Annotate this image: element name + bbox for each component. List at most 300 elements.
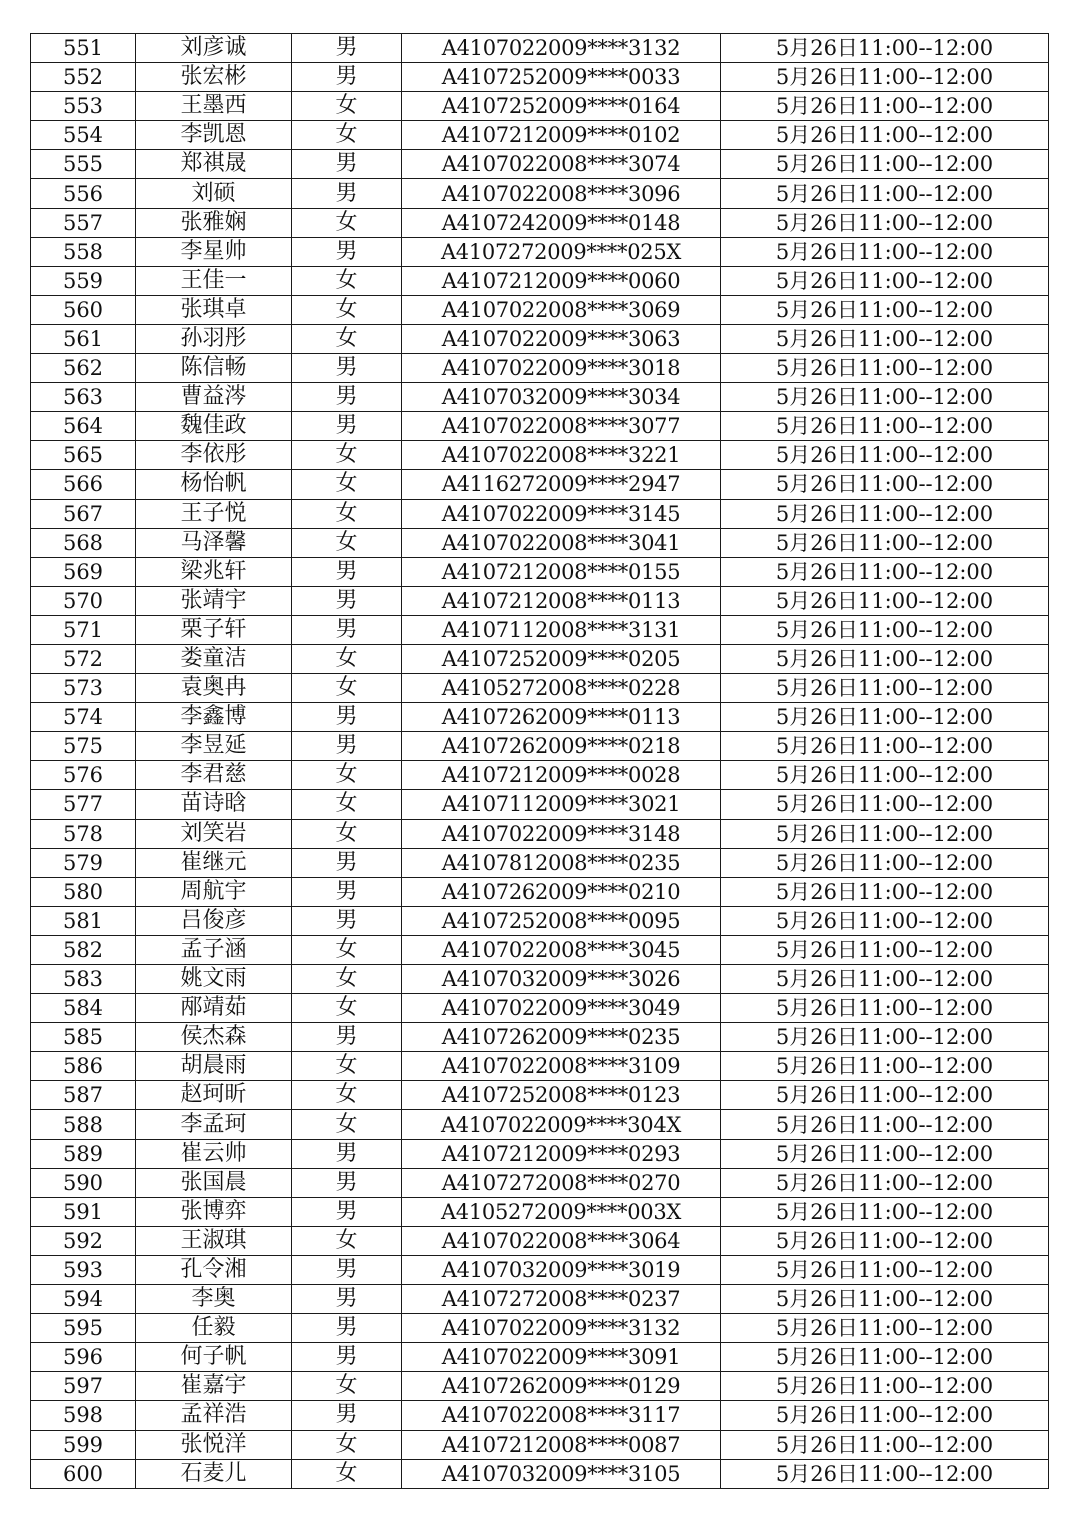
gender-cell: 女 xyxy=(292,470,402,499)
id-number-cell: A4105272008****0228 xyxy=(402,674,721,703)
exam-time-cell: 5月26日11:00--12:00 xyxy=(721,1139,1049,1168)
id-number-cell: A4107212009****0028 xyxy=(402,761,721,790)
exam-time-cell: 5月26日11:00--12:00 xyxy=(721,1081,1049,1110)
id-number-cell: A4116272009****2947 xyxy=(402,470,721,499)
table-row xyxy=(31,383,1049,412)
row-number-cell: 583 xyxy=(31,965,136,994)
gender-cell: 女 xyxy=(292,1459,402,1488)
exam-time-cell: 5月26日11:00--12:00 xyxy=(721,1430,1049,1459)
row-number-cell: 556 xyxy=(31,179,136,208)
table-row xyxy=(31,237,1049,266)
gender-cell: 男 xyxy=(292,179,402,208)
row-number-cell: 585 xyxy=(31,1023,136,1052)
table-row xyxy=(31,1052,1049,1081)
row-number-cell: 588 xyxy=(31,1110,136,1139)
table-row xyxy=(31,935,1049,964)
gender-cell: 女 xyxy=(292,644,402,673)
table-row xyxy=(31,674,1049,703)
row-number-cell: 573 xyxy=(31,674,136,703)
exam-time-cell: 5月26日11:00--12:00 xyxy=(721,965,1049,994)
student-name-cell: 苗诗晗 xyxy=(136,790,292,819)
student-name-cell: 王墨西 xyxy=(136,92,292,121)
student-name-cell: 陈信畅 xyxy=(136,354,292,383)
table-row xyxy=(31,1372,1049,1401)
id-number-cell: A4107022009****3132 xyxy=(402,34,721,63)
row-number-cell: 597 xyxy=(31,1372,136,1401)
exam-time-cell: 5月26日11:00--12:00 xyxy=(721,1459,1049,1488)
table-row xyxy=(31,1081,1049,1110)
id-number-cell: A4107022008****3074 xyxy=(402,150,721,179)
exam-time-cell: 5月26日11:00--12:00 xyxy=(721,790,1049,819)
exam-time-cell: 5月26日11:00--12:00 xyxy=(721,1255,1049,1284)
exam-time-cell: 5月26日11:00--12:00 xyxy=(721,761,1049,790)
gender-cell: 男 xyxy=(292,1285,402,1314)
row-number-cell: 559 xyxy=(31,266,136,295)
id-number-cell: A4107022009****3063 xyxy=(402,324,721,353)
exam-time-cell: 5月26日11:00--12:00 xyxy=(721,906,1049,935)
student-name-cell: 曹益涔 xyxy=(136,383,292,412)
student-name-cell: 李昱延 xyxy=(136,732,292,761)
student-name-cell: 袁奥冉 xyxy=(136,674,292,703)
table-row xyxy=(31,644,1049,673)
student-name-cell: 刘彦诚 xyxy=(136,34,292,63)
row-number-cell: 566 xyxy=(31,470,136,499)
row-number-cell: 561 xyxy=(31,324,136,353)
row-number-cell: 582 xyxy=(31,935,136,964)
exam-time-cell: 5月26日11:00--12:00 xyxy=(721,1052,1049,1081)
student-name-cell: 胡晨雨 xyxy=(136,1052,292,1081)
exam-time-cell: 5月26日11:00--12:00 xyxy=(721,848,1049,877)
table-row xyxy=(31,92,1049,121)
table-row xyxy=(31,790,1049,819)
id-number-cell: A4107022009****3145 xyxy=(402,499,721,528)
id-number-cell: A4107022008****3096 xyxy=(402,179,721,208)
table-row xyxy=(31,1459,1049,1488)
exam-time-cell: 5月26日11:00--12:00 xyxy=(721,266,1049,295)
row-number-cell: 576 xyxy=(31,761,136,790)
student-name-cell: 张博弈 xyxy=(136,1197,292,1226)
student-name-cell: 梁兆轩 xyxy=(136,557,292,586)
gender-cell: 男 xyxy=(292,1023,402,1052)
table-row xyxy=(31,615,1049,644)
student-name-cell: 崔嘉宇 xyxy=(136,1372,292,1401)
student-name-cell: 张国晨 xyxy=(136,1168,292,1197)
gender-cell: 女 xyxy=(292,1081,402,1110)
row-number-cell: 572 xyxy=(31,644,136,673)
row-number-cell: 579 xyxy=(31,848,136,877)
gender-cell: 女 xyxy=(292,441,402,470)
student-name-cell: 李奥 xyxy=(136,1285,292,1314)
exam-time-cell: 5月26日11:00--12:00 xyxy=(721,237,1049,266)
gender-cell: 男 xyxy=(292,557,402,586)
gender-cell: 男 xyxy=(292,703,402,732)
table-row xyxy=(31,63,1049,92)
exam-time-cell: 5月26日11:00--12:00 xyxy=(721,441,1049,470)
student-name-cell: 王淑琪 xyxy=(136,1226,292,1255)
table-row xyxy=(31,1343,1049,1372)
id-number-cell: A4107262009****0113 xyxy=(402,703,721,732)
student-name-cell: 任毅 xyxy=(136,1314,292,1343)
exam-time-cell: 5月26日11:00--12:00 xyxy=(721,557,1049,586)
gender-cell: 女 xyxy=(292,819,402,848)
student-name-cell: 李依彤 xyxy=(136,441,292,470)
gender-cell: 男 xyxy=(292,150,402,179)
row-number-cell: 592 xyxy=(31,1226,136,1255)
row-number-cell: 560 xyxy=(31,295,136,324)
gender-cell: 男 xyxy=(292,615,402,644)
table-row xyxy=(31,1197,1049,1226)
row-number-cell: 551 xyxy=(31,34,136,63)
id-number-cell: A4107252009****0205 xyxy=(402,644,721,673)
student-name-cell: 张雅娴 xyxy=(136,208,292,237)
student-name-cell: 周航宇 xyxy=(136,877,292,906)
table-row xyxy=(31,1255,1049,1284)
table-row xyxy=(31,906,1049,935)
student-name-cell: 赵珂昕 xyxy=(136,1081,292,1110)
table-row xyxy=(31,295,1049,324)
table-row xyxy=(31,848,1049,877)
gender-cell: 女 xyxy=(292,674,402,703)
gender-cell: 女 xyxy=(292,295,402,324)
student-name-cell: 栗子轩 xyxy=(136,615,292,644)
student-name-cell: 邴靖茹 xyxy=(136,994,292,1023)
student-name-cell: 刘笑岩 xyxy=(136,819,292,848)
exam-time-cell: 5月26日11:00--12:00 xyxy=(721,383,1049,412)
table-row xyxy=(31,761,1049,790)
id-number-cell: A4107252009****0033 xyxy=(402,63,721,92)
id-number-cell: A4107252009****0164 xyxy=(402,92,721,121)
row-number-cell: 563 xyxy=(31,383,136,412)
gender-cell: 女 xyxy=(292,208,402,237)
id-number-cell: A4107022009****304X xyxy=(402,1110,721,1139)
id-number-cell: A4107022008****3064 xyxy=(402,1226,721,1255)
student-name-cell: 李鑫博 xyxy=(136,703,292,732)
id-number-cell: A4107022008****3221 xyxy=(402,441,721,470)
row-number-cell: 575 xyxy=(31,732,136,761)
table-row xyxy=(31,1430,1049,1459)
table-row xyxy=(31,1314,1049,1343)
gender-cell: 男 xyxy=(292,1139,402,1168)
exam-time-cell: 5月26日11:00--12:00 xyxy=(721,1343,1049,1372)
gender-cell: 男 xyxy=(292,63,402,92)
id-number-cell: A4107022009****3091 xyxy=(402,1343,721,1372)
student-name-cell: 郑祺晟 xyxy=(136,150,292,179)
row-number-cell: 580 xyxy=(31,877,136,906)
gender-cell: 男 xyxy=(292,1314,402,1343)
table-row xyxy=(31,470,1049,499)
student-name-cell: 娄童洁 xyxy=(136,644,292,673)
id-number-cell: A4105272009****003X xyxy=(402,1197,721,1226)
roster-table xyxy=(30,33,1049,1489)
id-number-cell: A4107032009****3105 xyxy=(402,1459,721,1488)
table-row xyxy=(31,586,1049,615)
gender-cell: 男 xyxy=(292,732,402,761)
id-number-cell: A4107032009****3026 xyxy=(402,965,721,994)
id-number-cell: A4107022008****3109 xyxy=(402,1052,721,1081)
gender-cell: 男 xyxy=(292,1343,402,1372)
student-name-cell: 张靖宇 xyxy=(136,586,292,615)
exam-time-cell: 5月26日11:00--12:00 xyxy=(721,92,1049,121)
gender-cell: 男 xyxy=(292,906,402,935)
gender-cell: 女 xyxy=(292,324,402,353)
row-number-cell: 555 xyxy=(31,150,136,179)
exam-time-cell: 5月26日11:00--12:00 xyxy=(721,1197,1049,1226)
student-name-cell: 孟子涵 xyxy=(136,935,292,964)
table-row xyxy=(31,994,1049,1023)
exam-time-cell: 5月26日11:00--12:00 xyxy=(721,121,1049,150)
student-name-cell: 刘硕 xyxy=(136,179,292,208)
table-row xyxy=(31,1168,1049,1197)
row-number-cell: 574 xyxy=(31,703,136,732)
gender-cell: 男 xyxy=(292,34,402,63)
id-number-cell: A4107112008****3131 xyxy=(402,615,721,644)
row-number-cell: 594 xyxy=(31,1285,136,1314)
id-number-cell: A4107022008****3041 xyxy=(402,528,721,557)
table-row xyxy=(31,1139,1049,1168)
row-number-cell: 557 xyxy=(31,208,136,237)
exam-time-cell: 5月26日11:00--12:00 xyxy=(721,819,1049,848)
student-name-cell: 崔继元 xyxy=(136,848,292,877)
exam-time-cell: 5月26日11:00--12:00 xyxy=(721,674,1049,703)
row-number-cell: 600 xyxy=(31,1459,136,1488)
row-number-cell: 552 xyxy=(31,63,136,92)
table-row xyxy=(31,499,1049,528)
exam-time-cell: 5月26日11:00--12:00 xyxy=(721,295,1049,324)
id-number-cell: A4107212009****0102 xyxy=(402,121,721,150)
exam-time-cell: 5月26日11:00--12:00 xyxy=(721,1110,1049,1139)
row-number-cell: 589 xyxy=(31,1139,136,1168)
gender-cell: 女 xyxy=(292,1430,402,1459)
table-row xyxy=(31,1401,1049,1430)
table-row xyxy=(31,208,1049,237)
row-number-cell: 581 xyxy=(31,906,136,935)
gender-cell: 女 xyxy=(292,965,402,994)
id-number-cell: A4107212008****0087 xyxy=(402,1430,721,1459)
id-number-cell: A4107212008****0155 xyxy=(402,557,721,586)
id-number-cell: A4107812008****0235 xyxy=(402,848,721,877)
student-name-cell: 李君慈 xyxy=(136,761,292,790)
gender-cell: 女 xyxy=(292,1226,402,1255)
student-name-cell: 杨怡帆 xyxy=(136,470,292,499)
id-number-cell: A4107022008****3117 xyxy=(402,1401,721,1430)
gender-cell: 男 xyxy=(292,412,402,441)
table-row xyxy=(31,1023,1049,1052)
student-name-cell: 崔云帅 xyxy=(136,1139,292,1168)
gender-cell: 女 xyxy=(292,761,402,790)
student-name-cell: 马泽馨 xyxy=(136,528,292,557)
student-name-cell: 何子帆 xyxy=(136,1343,292,1372)
student-name-cell: 孙羽彤 xyxy=(136,324,292,353)
student-name-cell: 王佳一 xyxy=(136,266,292,295)
gender-cell: 女 xyxy=(292,790,402,819)
table-row xyxy=(31,732,1049,761)
row-number-cell: 593 xyxy=(31,1255,136,1284)
exam-time-cell: 5月26日11:00--12:00 xyxy=(721,34,1049,63)
row-number-cell: 567 xyxy=(31,499,136,528)
gender-cell: 男 xyxy=(292,237,402,266)
row-number-cell: 558 xyxy=(31,237,136,266)
row-number-cell: 564 xyxy=(31,412,136,441)
student-name-cell: 孟祥浩 xyxy=(136,1401,292,1430)
row-number-cell: 571 xyxy=(31,615,136,644)
gender-cell: 男 xyxy=(292,354,402,383)
student-name-cell: 李星帅 xyxy=(136,237,292,266)
id-number-cell: A4107272009****025X xyxy=(402,237,721,266)
row-number-cell: 577 xyxy=(31,790,136,819)
row-number-cell: 591 xyxy=(31,1197,136,1226)
id-number-cell: A4107212008****0113 xyxy=(402,586,721,615)
exam-time-cell: 5月26日11:00--12:00 xyxy=(721,412,1049,441)
gender-cell: 男 xyxy=(292,848,402,877)
row-number-cell: 570 xyxy=(31,586,136,615)
row-number-cell: 553 xyxy=(31,92,136,121)
id-number-cell: A4107022009****3132 xyxy=(402,1314,721,1343)
gender-cell: 女 xyxy=(292,92,402,121)
id-number-cell: A4107262009****0129 xyxy=(402,1372,721,1401)
gender-cell: 女 xyxy=(292,994,402,1023)
id-number-cell: A4107252008****0123 xyxy=(402,1081,721,1110)
exam-time-cell: 5月26日11:00--12:00 xyxy=(721,1226,1049,1255)
exam-time-cell: 5月26日11:00--12:00 xyxy=(721,1285,1049,1314)
row-number-cell: 586 xyxy=(31,1052,136,1081)
table-row xyxy=(31,557,1049,586)
student-name-cell: 吕俊彦 xyxy=(136,906,292,935)
exam-time-cell: 5月26日11:00--12:00 xyxy=(721,354,1049,383)
table-row xyxy=(31,266,1049,295)
row-number-cell: 599 xyxy=(31,1430,136,1459)
gender-cell: 男 xyxy=(292,383,402,412)
exam-time-cell: 5月26日11:00--12:00 xyxy=(721,703,1049,732)
id-number-cell: A4107272008****0270 xyxy=(402,1168,721,1197)
table-row xyxy=(31,179,1049,208)
id-number-cell: A4107262009****0210 xyxy=(402,877,721,906)
gender-cell: 女 xyxy=(292,266,402,295)
id-number-cell: A4107212009****0293 xyxy=(402,1139,721,1168)
row-number-cell: 562 xyxy=(31,354,136,383)
table-row xyxy=(31,412,1049,441)
table-row xyxy=(31,877,1049,906)
exam-time-cell: 5月26日11:00--12:00 xyxy=(721,1372,1049,1401)
gender-cell: 男 xyxy=(292,1255,402,1284)
student-name-cell: 孔令湘 xyxy=(136,1255,292,1284)
student-name-cell: 魏佳政 xyxy=(136,412,292,441)
id-number-cell: A4107022009****3148 xyxy=(402,819,721,848)
row-number-cell: 565 xyxy=(31,441,136,470)
exam-time-cell: 5月26日11:00--12:00 xyxy=(721,528,1049,557)
gender-cell: 女 xyxy=(292,528,402,557)
id-number-cell: A4107262009****0218 xyxy=(402,732,721,761)
gender-cell: 女 xyxy=(292,935,402,964)
table-row xyxy=(31,965,1049,994)
student-name-cell: 李孟珂 xyxy=(136,1110,292,1139)
table-row xyxy=(31,441,1049,470)
student-name-cell: 石麦儿 xyxy=(136,1459,292,1488)
exam-time-cell: 5月26日11:00--12:00 xyxy=(721,150,1049,179)
table-row xyxy=(31,1226,1049,1255)
gender-cell: 女 xyxy=(292,1110,402,1139)
gender-cell: 男 xyxy=(292,1401,402,1430)
gender-cell: 女 xyxy=(292,499,402,528)
table-row xyxy=(31,819,1049,848)
exam-time-cell: 5月26日11:00--12:00 xyxy=(721,1023,1049,1052)
student-name-cell: 王子悦 xyxy=(136,499,292,528)
id-number-cell: A4107022008****3045 xyxy=(402,935,721,964)
row-number-cell: 595 xyxy=(31,1314,136,1343)
exam-time-cell: 5月26日11:00--12:00 xyxy=(721,994,1049,1023)
student-name-cell: 侯杰森 xyxy=(136,1023,292,1052)
id-number-cell: A4107262009****0235 xyxy=(402,1023,721,1052)
row-number-cell: 569 xyxy=(31,557,136,586)
student-name-cell: 张琪卓 xyxy=(136,295,292,324)
student-name-cell: 张宏彬 xyxy=(136,63,292,92)
gender-cell: 女 xyxy=(292,1052,402,1081)
row-number-cell: 587 xyxy=(31,1081,136,1110)
row-number-cell: 578 xyxy=(31,819,136,848)
row-number-cell: 554 xyxy=(31,121,136,150)
row-number-cell: 590 xyxy=(31,1168,136,1197)
table-row xyxy=(31,354,1049,383)
student-name-cell: 张悦洋 xyxy=(136,1430,292,1459)
id-number-cell: A4107112009****3021 xyxy=(402,790,721,819)
exam-time-cell: 5月26日11:00--12:00 xyxy=(721,1314,1049,1343)
id-number-cell: A4107022009****3018 xyxy=(402,354,721,383)
exam-time-cell: 5月26日11:00--12:00 xyxy=(721,63,1049,92)
exam-time-cell: 5月26日11:00--12:00 xyxy=(721,1168,1049,1197)
exam-time-cell: 5月26日11:00--12:00 xyxy=(721,470,1049,499)
table-row xyxy=(31,324,1049,353)
id-number-cell: A4107242009****0148 xyxy=(402,208,721,237)
id-number-cell: A4107022008****3069 xyxy=(402,295,721,324)
exam-time-cell: 5月26日11:00--12:00 xyxy=(721,1401,1049,1430)
table-row xyxy=(31,528,1049,557)
table-row xyxy=(31,1110,1049,1139)
row-number-cell: 584 xyxy=(31,994,136,1023)
gender-cell: 女 xyxy=(292,121,402,150)
row-number-cell: 596 xyxy=(31,1343,136,1372)
exam-time-cell: 5月26日11:00--12:00 xyxy=(721,208,1049,237)
gender-cell: 男 xyxy=(292,877,402,906)
gender-cell: 女 xyxy=(292,1372,402,1401)
table-row xyxy=(31,34,1049,63)
gender-cell: 男 xyxy=(292,586,402,615)
table-row xyxy=(31,121,1049,150)
id-number-cell: A4107032009****3019 xyxy=(402,1255,721,1284)
gender-cell: 男 xyxy=(292,1197,402,1226)
exam-time-cell: 5月26日11:00--12:00 xyxy=(721,644,1049,673)
exam-time-cell: 5月26日11:00--12:00 xyxy=(721,586,1049,615)
table-row xyxy=(31,703,1049,732)
table-row xyxy=(31,150,1049,179)
exam-time-cell: 5月26日11:00--12:00 xyxy=(721,877,1049,906)
exam-time-cell: 5月26日11:00--12:00 xyxy=(721,179,1049,208)
gender-cell: 男 xyxy=(292,1168,402,1197)
exam-time-cell: 5月26日11:00--12:00 xyxy=(721,324,1049,353)
exam-time-cell: 5月26日11:00--12:00 xyxy=(721,732,1049,761)
id-number-cell: A4107252008****0095 xyxy=(402,906,721,935)
exam-time-cell: 5月26日11:00--12:00 xyxy=(721,935,1049,964)
id-number-cell: A4107022008****3077 xyxy=(402,412,721,441)
exam-time-cell: 5月26日11:00--12:00 xyxy=(721,615,1049,644)
row-number-cell: 568 xyxy=(31,528,136,557)
table-row xyxy=(31,1285,1049,1314)
exam-time-cell: 5月26日11:00--12:00 xyxy=(721,499,1049,528)
student-name-cell: 李凯恩 xyxy=(136,121,292,150)
id-number-cell: A4107032009****3034 xyxy=(402,383,721,412)
id-number-cell: A4107022009****3049 xyxy=(402,994,721,1023)
id-number-cell: A4107212009****0060 xyxy=(402,266,721,295)
student-name-cell: 姚文雨 xyxy=(136,965,292,994)
roster-table-body xyxy=(31,34,1049,1489)
